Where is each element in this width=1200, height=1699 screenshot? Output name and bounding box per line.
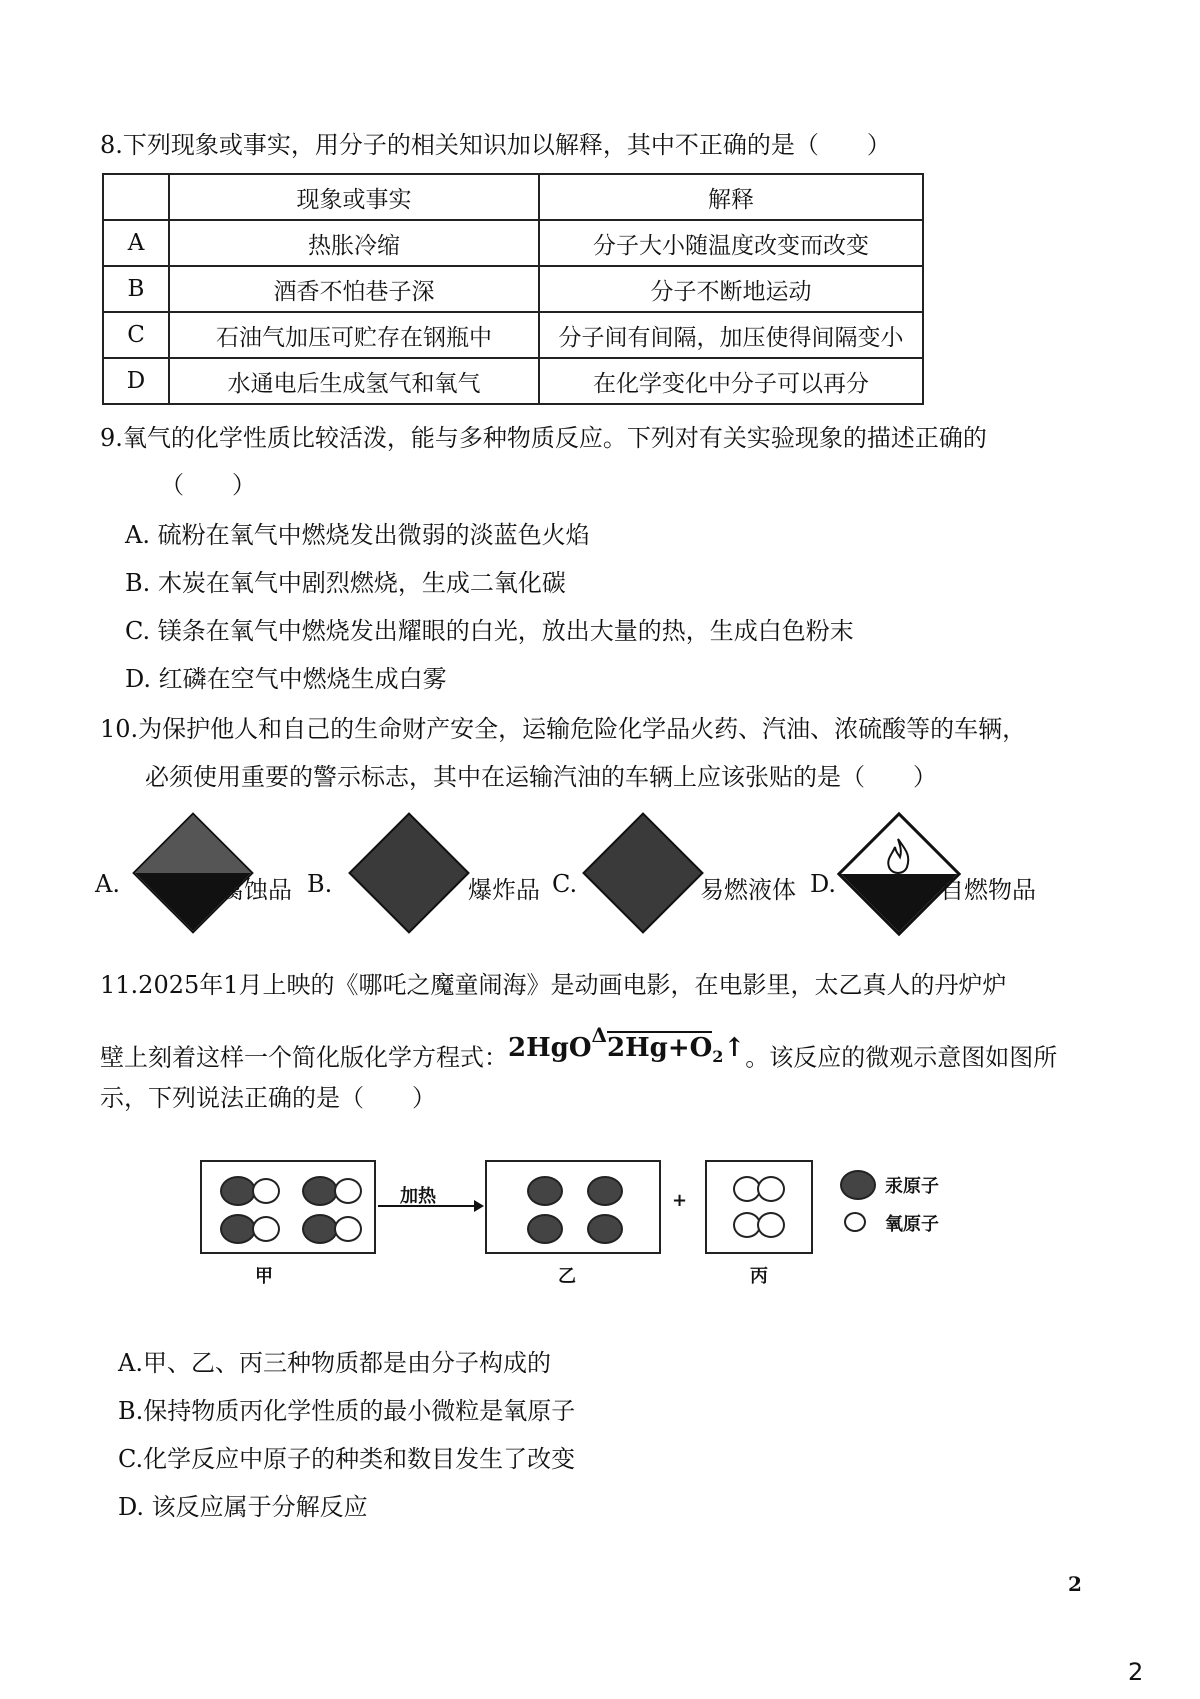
flame-icon [883, 837, 913, 877]
q11-option-d: D. 该反应属于分解反应 [118, 1493, 368, 1521]
plus-sign: + [672, 1190, 688, 1211]
table-cell: B [103, 266, 169, 312]
subscript: 2 [712, 1046, 724, 1066]
table-header-cell [103, 174, 169, 220]
box-yi [485, 1160, 661, 1254]
mercury-atom [220, 1214, 256, 1244]
table-row [103, 358, 923, 404]
delta-symbol: Δ [591, 1023, 608, 1047]
q9-option-d: D. 红磷在空气中燃烧生成白雾 [125, 665, 447, 693]
oxygen-atom [252, 1178, 280, 1204]
products: 2Hg+O [607, 1032, 713, 1063]
table-cell: 分子不断地运动 [539, 266, 923, 312]
legend-mercury-label: 汞原子 [885, 1176, 939, 1197]
mercury-atom [587, 1176, 623, 1206]
oxygen-atom [252, 1216, 280, 1242]
table-cell: 分子间有间隔，加压使得间隔变小 [539, 312, 923, 358]
q9-option-a: A. 硫粉在氧气中燃烧发出微弱的淡蓝色火焰 [125, 521, 590, 549]
sign-label: 自燃物品 [940, 876, 1036, 904]
legend-oxygen-label: 氧原子 [885, 1214, 939, 1235]
mercury-atom [302, 1176, 338, 1206]
table-row [103, 220, 923, 266]
reactant: 2HgO [508, 1032, 592, 1063]
table-cell: 石油气加压可贮存在钢瓶中 [169, 312, 539, 358]
sign-label: 腐蚀品 [220, 876, 292, 904]
option-letter: B. [307, 870, 333, 898]
stem-text: 。该反应的微观示意图如图所 [745, 1043, 1058, 1072]
option-letter: A. [95, 870, 120, 898]
table-header-cell: 解释 [539, 174, 923, 220]
sign-label: 易燃液体 [700, 876, 796, 904]
q9-option-b: B. 木炭在氧气中剧烈燃烧，生成二氧化碳 [125, 569, 566, 597]
table-cell: 热胀冷缩 [169, 220, 539, 266]
oxygen-atom [757, 1176, 785, 1202]
box-jia [200, 1160, 376, 1254]
table-cell: 水通电后生成氢气和氧气 [169, 358, 539, 404]
option-letter: C. [552, 870, 578, 898]
flammable-liquid-sign-icon [582, 812, 704, 934]
q9-option-c: C. 镁条在氧气中燃烧发出耀眼的白光，放出大量的热，生成白色粉末 [125, 617, 854, 645]
table-cell: 在化学变化中分子可以再分 [539, 358, 923, 404]
q11-option-a: A.甲、乙、丙三种物质都是由分子构成的 [118, 1349, 551, 1377]
mercury-atom [302, 1214, 338, 1244]
oxygen-atom [334, 1178, 362, 1204]
table-row [103, 312, 923, 358]
option-letter: D. [810, 870, 837, 898]
q10-stem: 10.为保护他人和自己的生命财产安全，运输危险化学品火药、汽油、浓硫酸等的车辆， [100, 715, 1027, 743]
q11-stem: 11.2025年1月上映的《哪吒之魔童闹海》是动画电影，在电影里，太乙真人的丹炉炉 [100, 971, 1007, 999]
q10-stem-2: 必须使用重要的警示标志，其中在运输汽油的车辆上应该张贴的是（ ） [145, 763, 937, 791]
legend-mercury-icon [840, 1170, 876, 1200]
q8-table [102, 173, 924, 405]
table-header-cell: 现象或事实 [169, 174, 539, 220]
gas-arrow: ↑ [723, 1032, 746, 1063]
mercury-atom [527, 1214, 563, 1244]
q9-bracket: （ ） [160, 471, 256, 499]
q11-stem-3: 示，下列说法正确的是（ ） [100, 1084, 436, 1112]
sign-label: 爆炸品 [468, 876, 540, 904]
box-label-bing: 丙 [750, 1266, 768, 1287]
q11-option-b: B.保持物质丙化学性质的最小微粒是氧原子 [118, 1397, 576, 1425]
mercury-atom [527, 1176, 563, 1206]
table-header-row [103, 174, 923, 220]
box-label-jia: 甲 [255, 1266, 273, 1287]
mercury-atom [220, 1176, 256, 1206]
oxygen-atom [334, 1216, 362, 1242]
box-label-yi: 乙 [558, 1266, 576, 1287]
table-cell: 酒香不怕巷子深 [169, 266, 539, 312]
oxygen-atom [757, 1212, 785, 1238]
q11-stem-2 [100, 1023, 1058, 1082]
box-bing [705, 1160, 813, 1254]
q9-stem: 9.氧气的化学性质比较活泼，能与多种物质反应。下列对有关实验现象的描述正确的 [100, 424, 987, 452]
chemical-equation [508, 1023, 746, 1066]
q8-stem: 8.下列现象或事实，用分子的相关知识加以解释，其中不正确的是（ ） [100, 131, 891, 159]
table-cell: 分子大小随温度改变而改变 [539, 220, 923, 266]
table-cell: D [103, 358, 169, 404]
mercury-atom [587, 1214, 623, 1244]
explosive-sign-icon [348, 812, 470, 934]
q11-option-c: C.化学反应中原子的种类和数目发生了改变 [118, 1445, 576, 1473]
hazard-signs [0, 815, 1200, 955]
stem-text: 壁上刻着这样一个简化版化学方程式： [100, 1043, 508, 1072]
table-row [103, 266, 923, 312]
table-cell: C [103, 312, 169, 358]
table-cell: A [103, 220, 169, 266]
reaction-diagram [200, 1160, 1020, 1290]
page-number: 2 [1068, 1572, 1082, 1596]
arrow-label: 加热 [400, 1186, 436, 1207]
corner-page-number: 2 [1128, 1658, 1144, 1686]
legend-oxygen-icon [844, 1212, 866, 1232]
